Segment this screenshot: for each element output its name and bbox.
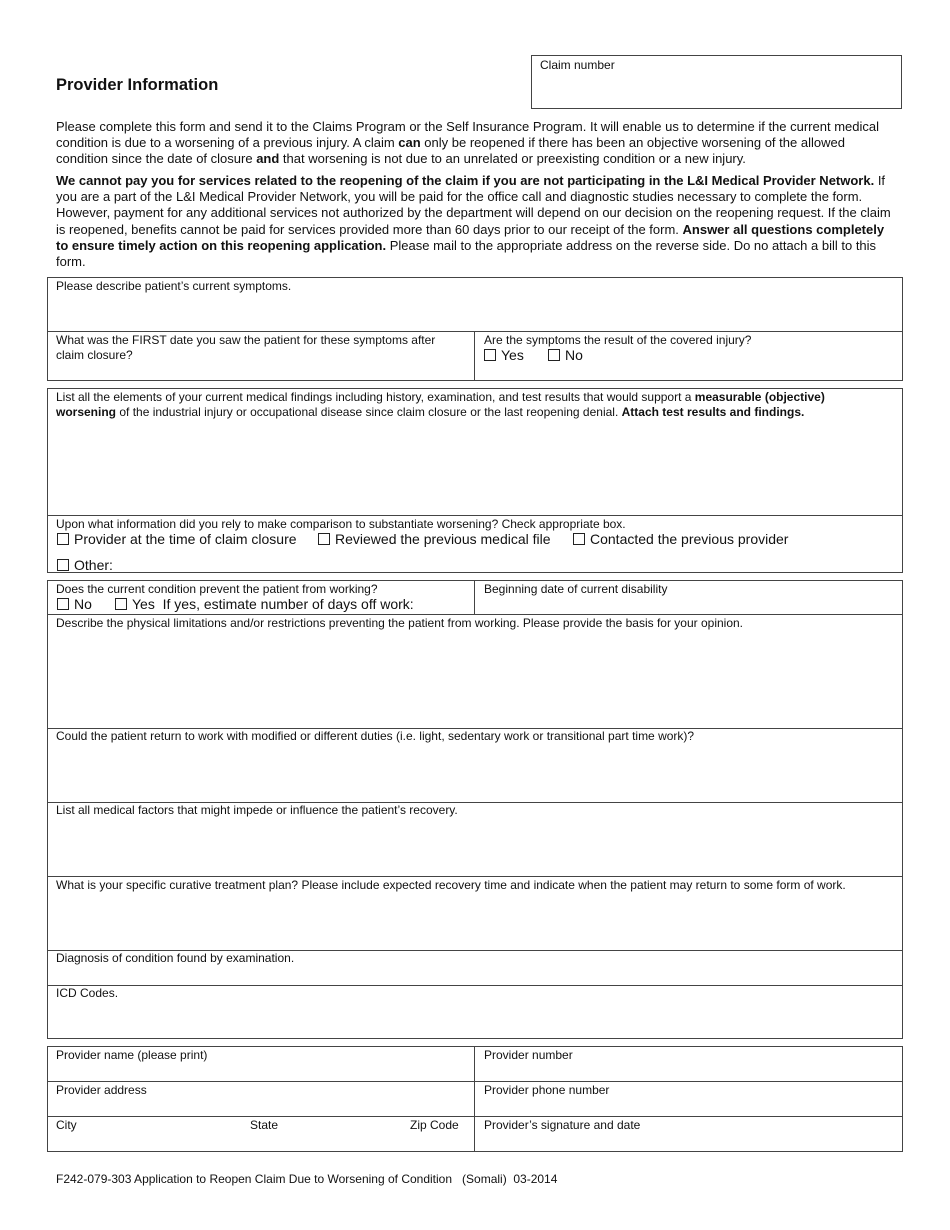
state-label: State: [250, 1118, 279, 1132]
covered-no-option[interactable]: No: [548, 347, 583, 363]
checkbox[interactable]: [548, 349, 560, 361]
checkbox[interactable]: [57, 598, 69, 610]
checkbox[interactable]: [57, 533, 69, 545]
provider-phone-label: Provider phone number: [484, 1083, 610, 1097]
option-provider-at-closure[interactable]: Provider at the time of claim closure: [57, 531, 297, 547]
checkbox[interactable]: [484, 349, 496, 361]
checkbox[interactable]: [318, 533, 330, 545]
city-label: City: [56, 1118, 77, 1132]
option-contacted-provider[interactable]: Contacted the previous provider: [573, 531, 788, 547]
provider-name-label: Provider name (please print): [56, 1048, 208, 1062]
divider: [474, 1046, 475, 1152]
divider: [47, 985, 903, 986]
divider: [47, 1081, 903, 1082]
icd-codes-label: ICD Codes.: [56, 986, 119, 1000]
working-label: Does the current condition prevent the patient from working?: [56, 582, 378, 596]
form-footer: F242-079-303 Application to Reopen Claim Due to Worsening of Condition (Somali) 03-2014: [56, 1172, 558, 1186]
covered-yes-option[interactable]: Yes: [484, 347, 524, 363]
divider: [474, 580, 475, 614]
checkbox[interactable]: [573, 533, 585, 545]
symptoms-label: Please describe patient’s current symptoms.: [56, 279, 292, 293]
page-title: Provider Information: [56, 76, 219, 94]
checkbox[interactable]: [57, 559, 69, 571]
intro-paragraph-2: We cannot pay you for services related to the reopening of the claim if you are not participating in the L&I Medical Provider Network. If you are a part of the L&I Medical Provider Network, you will be paid for the office call and diagnostic studies necessary to complete the form. However, payment for any additional services not authorized by the department will depend on our decision on the reopening request. If the claim is reopened, benefits cannot be paid for services provided more than 60 days prior to our receipt of the form. Answer all questions completely to ensure timely action on this reopening application. Please mail to the appropriate address on the reverse side. Do no attach a bill to this form.: [56, 173, 891, 270]
first-date-label: What was the FIRST date you saw the patient for these symptoms after claim closure?: [56, 333, 436, 362]
comparison-label: Upon what information did you rely to make comparison to substantiate worsening? Check appropriate box.: [56, 517, 626, 531]
covered-injury-label: Are the symptoms the result of the covered injury?: [484, 333, 752, 347]
provider-number-label: Provider number: [484, 1048, 573, 1062]
days-off-label: If yes, estimate number of days off work:: [162, 596, 414, 612]
findings-label: List all the elements of your current medical findings including history, examination, and test results that would support a measurable (objective) worsening of the industrial injury or occupational disease since claim closure or the last reopening denial. Attach test results and findings.: [56, 390, 825, 419]
modified-duties-label: Could the patient return to work with modified or different duties (i.e. light, sedentary work or transitional part time work)?: [56, 729, 695, 743]
zip-code-label: Zip Code: [410, 1118, 459, 1132]
provider-address-label: Provider address: [56, 1083, 147, 1097]
divider: [474, 331, 475, 381]
claim-number-label: Claim number: [540, 58, 615, 72]
divider: [47, 614, 903, 615]
divider: [47, 515, 903, 516]
divider: [47, 331, 903, 332]
medical-factors-label: List all medical factors that might impede or influence the patient’s recovery.: [56, 803, 458, 817]
working-yes-option[interactable]: Yes If yes, estimate number of days off work:: [115, 596, 414, 612]
intro-paragraph-1: Please complete this form and send it to the Claims Program or the Self Insurance Program. It will enable us to determine if the current medical condition is due to a worsening of a previous injury. A claim can only be reopened if there has been an objective worsening of the allowed condition since the date of closure and that worsening is not due to an unrelated or preexisting condition or a new injury.: [56, 119, 879, 167]
treatment-plan-label: What is your specific curative treatment plan? Please include expected recovery time and indicate when the patient may return to some form of work.: [56, 878, 846, 892]
checkbox[interactable]: [115, 598, 127, 610]
divider: [47, 876, 903, 877]
claim-number-field[interactable]: [531, 55, 902, 109]
diagnosis-label: Diagnosis of condition found by examination.: [56, 951, 295, 965]
limitations-label: Describe the physical limitations and/or restrictions preventing the patient from working. Please provide the basis for your opinion.: [56, 616, 744, 630]
signature-label: Provider’s signature and date: [484, 1118, 641, 1132]
option-reviewed-file[interactable]: Reviewed the previous medical file: [318, 531, 551, 547]
working-no-option[interactable]: No: [57, 596, 92, 612]
option-other[interactable]: Other:: [57, 557, 113, 573]
divider: [47, 1116, 903, 1117]
disability-date-label: Beginning date of current disability: [484, 582, 668, 596]
